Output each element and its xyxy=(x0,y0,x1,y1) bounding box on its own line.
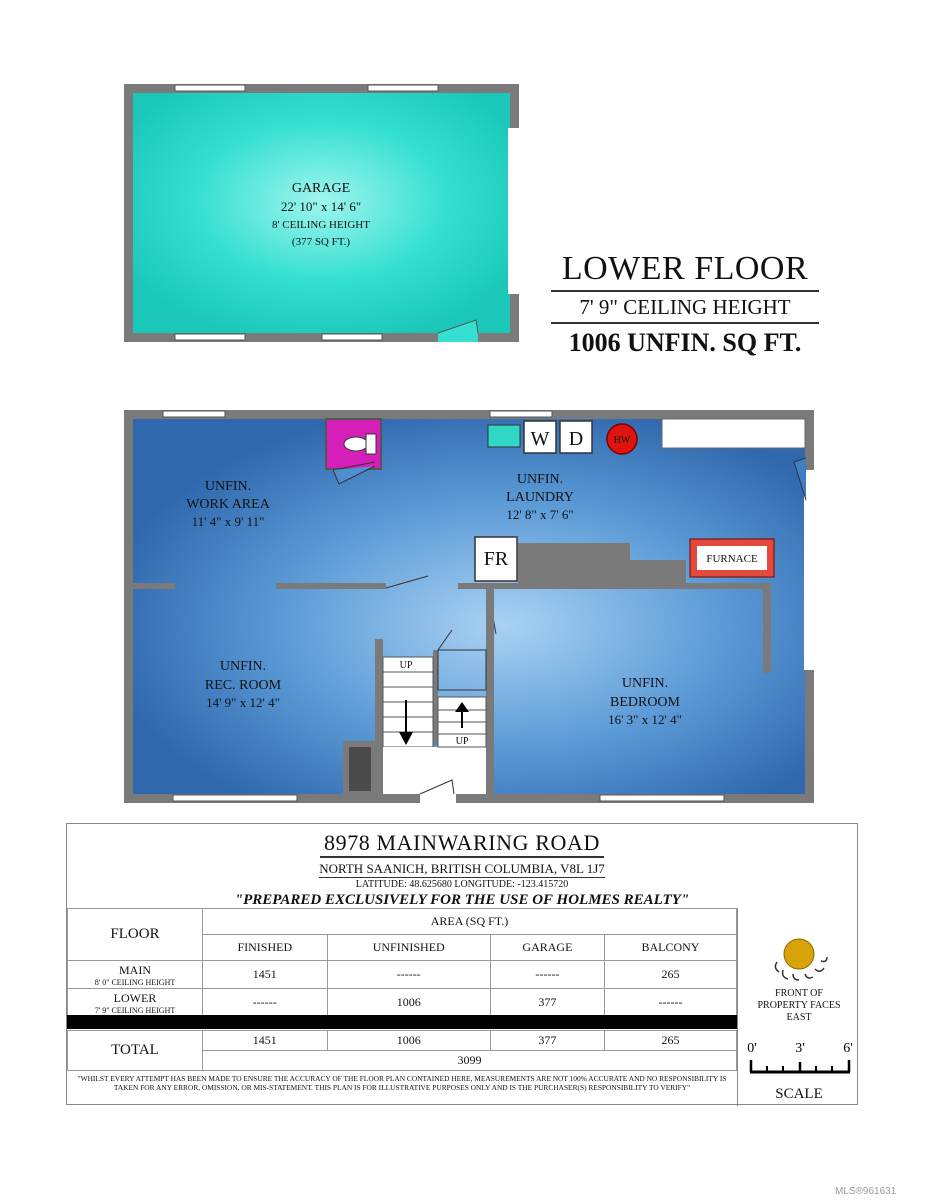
stair-up-label: UP xyxy=(399,660,413,671)
furnace xyxy=(690,539,774,577)
laundry-sink xyxy=(488,425,520,447)
stair-down xyxy=(383,657,433,747)
fridge xyxy=(475,537,517,581)
floor-title: LOWER FLOOR xyxy=(561,250,809,287)
garage-window xyxy=(322,334,382,340)
lower-floor xyxy=(124,410,816,803)
window xyxy=(163,411,225,417)
scale-tick-6: 6' xyxy=(843,1041,853,1056)
svg-text:D: D xyxy=(568,428,584,450)
cell: 265 xyxy=(604,1031,736,1051)
window xyxy=(490,411,552,417)
stair-up xyxy=(438,697,486,747)
garage xyxy=(124,84,522,342)
rec-room-dims: 14' 9" x 12' 4" xyxy=(206,695,280,710)
scale-tick-0: 0' xyxy=(747,1041,757,1056)
bedroom-label-2: BEDROOM xyxy=(609,695,681,710)
table-row xyxy=(68,989,737,1017)
svg-text:FURNACE: FURNACE xyxy=(706,553,758,565)
floor-ceiling-height: 7' 9" CEILING HEIGHT xyxy=(579,295,791,319)
disclaimer: "WHILST EVERY ATTEMPT HAS BEEN MADE TO ENSURE THE ACCURACY OF THE FLOOR PLAN CONTAINED HERE, MEASUREMENTS ARE NOT 100% ACCURATE AND NO RESPONSIBILITY IS TAKEN FOR ANY ERROR, OMISSION, OR MIS-STATEMENT. THIS PLAN IS FOR ILLUSTRATIVE PURPOSES ONLY AND IS THE PURCHASER(S) RESPONSIBILITY TO VERIFY" xyxy=(77,1074,727,1092)
scale-label: SCALE xyxy=(775,1086,823,1102)
address-coordinates: LATITUDE: 48.625680 LONGITUDE: -123.415720 xyxy=(355,879,569,890)
rec-room-label-2: REC. ROOM xyxy=(204,678,282,693)
row-ceiling: 7' 9" CEILING HEIGHT xyxy=(94,1005,176,1015)
garage-dims: 22' 10" x 14' 6" xyxy=(280,199,362,214)
cell: 1006 xyxy=(327,1031,490,1051)
front-direction-note: FRONT OF PROPERTY FACES EAST xyxy=(757,988,841,1023)
svg-text:HW: HW xyxy=(613,435,631,446)
cell: 1451 xyxy=(203,961,328,989)
dryer xyxy=(560,421,592,453)
svg-text:W: W xyxy=(530,428,550,450)
window xyxy=(600,795,724,801)
garage-window xyxy=(175,334,245,340)
compass-block xyxy=(737,908,860,1106)
hot-water-tank xyxy=(607,424,637,454)
cell: ------ xyxy=(203,989,328,1017)
title-divider xyxy=(551,290,819,292)
scale-bar xyxy=(744,1038,856,1086)
address-block xyxy=(67,830,857,909)
rec-room-label-1: UNFIN. xyxy=(219,659,267,674)
garage-name: GARAGE xyxy=(291,181,351,196)
garage-area: (377 SQ FT.) xyxy=(291,236,351,248)
cell: 1006 xyxy=(327,989,490,1017)
table-row xyxy=(68,961,737,989)
garage-window xyxy=(368,85,438,91)
address-city: NORTH SAANICH, BRITISH COLUMBIA, V8L 1J7 xyxy=(319,861,605,876)
cell: 377 xyxy=(490,1031,604,1051)
stair-up-label-2: UP xyxy=(455,736,469,747)
grand-total: 3099 xyxy=(203,1051,737,1071)
area-table xyxy=(67,908,737,1071)
row-floor: LOWER xyxy=(113,990,157,1005)
floor-header: FLOOR xyxy=(68,909,203,961)
mls-watermark: MLS®961631 xyxy=(835,1186,897,1197)
col-garage: GARAGE xyxy=(490,935,604,961)
area-header: AREA (SQ FT.) xyxy=(203,909,737,935)
cell: ------ xyxy=(604,989,736,1017)
laundry-label-1: UNFIN. xyxy=(516,472,564,487)
cell: ------ xyxy=(490,961,604,989)
laundry-dims: 12' 8" x 7' 6" xyxy=(506,507,574,522)
garage-ceiling: 8' CEILING HEIGHT xyxy=(272,219,370,231)
row-ceiling: 8' 0" CEILING HEIGHT xyxy=(94,977,176,987)
sun-icon xyxy=(769,932,829,984)
prepared-for: "PREPARED EXCLUSIVELY FOR THE USE OF HOLMES REALTY" xyxy=(234,892,690,908)
work-area-dims: 11' 4" x 9' 11" xyxy=(191,514,265,529)
floor-sqft: 1006 UNFIN. SQ FT. xyxy=(568,328,802,357)
col-finished: FINISHED xyxy=(203,935,328,961)
separator-bar xyxy=(67,1015,737,1029)
work-area-label-1: UNFIN. xyxy=(204,479,252,494)
bedroom-dims: 16' 3" x 12' 4" xyxy=(608,712,682,727)
cell: 265 xyxy=(604,961,736,989)
cell: 377 xyxy=(490,989,604,1017)
col-unfinished: UNFINISHED xyxy=(327,935,490,961)
washer xyxy=(524,421,556,453)
row-floor: MAIN xyxy=(119,962,151,977)
bedroom-label-1: UNFIN. xyxy=(621,676,669,691)
window xyxy=(173,795,297,801)
title-divider xyxy=(551,322,819,324)
floor-title-block xyxy=(551,250,819,360)
total-label: TOTAL xyxy=(68,1031,203,1071)
laundry-label-2: LAUNDRY xyxy=(506,490,574,505)
totals-row xyxy=(68,1031,737,1051)
address-street: 8978 MAINWARING ROAD xyxy=(320,830,604,858)
scale-tick-3: 3' xyxy=(795,1041,805,1056)
cell: 1451 xyxy=(203,1031,328,1051)
cell: ------ xyxy=(327,961,490,989)
garage-window xyxy=(175,85,245,91)
svg-text:FR: FR xyxy=(483,548,509,570)
col-balcony: BALCONY xyxy=(604,935,736,961)
work-area-label-2: WORK AREA xyxy=(186,497,270,512)
property-info-box xyxy=(66,823,858,1105)
